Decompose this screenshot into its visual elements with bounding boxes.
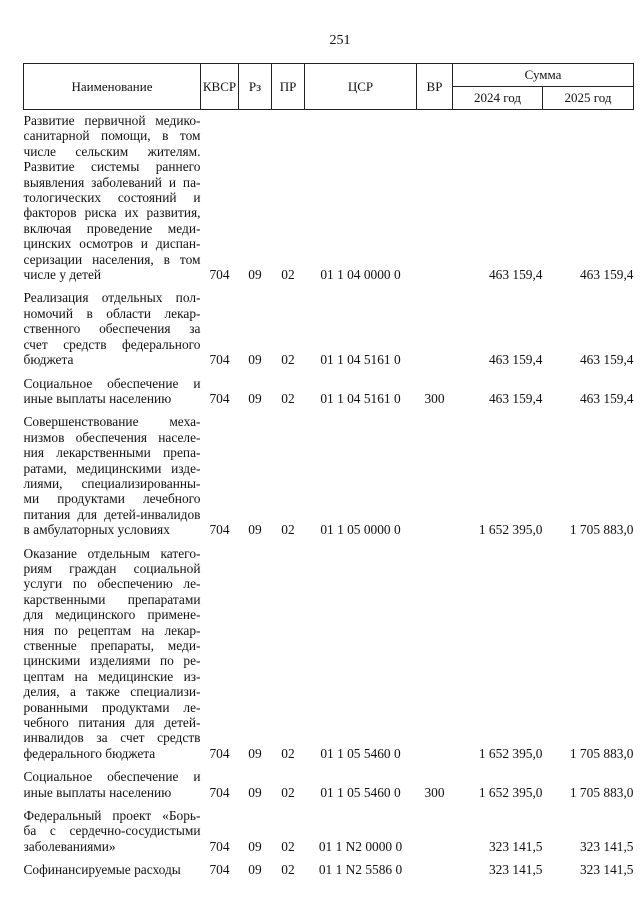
row-name [24, 376, 201, 407]
row-name-line: номочий в области лекар- [23, 305, 201, 321]
row-pr: 02 [281, 838, 295, 854]
table-row [24, 808, 634, 854]
row-csr: 01 1 05 5460 0 [320, 784, 401, 800]
row-rz: 09 [248, 745, 262, 761]
row-csr: 01 1 N2 5586 0 [318, 862, 403, 878]
header-year-2025: 2025 год [543, 87, 634, 110]
header-vr: ВР [417, 64, 453, 110]
row-csr: 01 1 04 5161 0 [320, 390, 401, 406]
row-name-line: ственные препараты, меди- [23, 638, 201, 653]
table-row [24, 862, 634, 877]
row-pr: 02 [281, 784, 295, 800]
row-name-line: включая проведение меди- [23, 220, 201, 236]
row-sum-2024: 1 652 395,0 [478, 784, 543, 800]
row-sum-2025: 323 141,5 [579, 862, 634, 878]
row-sum-2024: 463 159,4 [488, 267, 543, 283]
row-kvsr: 704 [209, 390, 230, 406]
row-rz: 09 [248, 267, 262, 283]
row-name-line: делия, а также специализи- [23, 684, 201, 700]
table-body [24, 110, 634, 878]
row-sum-2025: 1 705 883,0 [569, 784, 634, 800]
row-name [24, 546, 201, 762]
row-name-line: инвалидов за счет средств [23, 730, 201, 746]
row-rz: 09 [248, 862, 262, 878]
row-name-line: числе сельским жителям. [23, 143, 201, 159]
row-name-line: питания для детей-инвалидов [23, 506, 201, 522]
header-year-2024: 2024 год [453, 87, 543, 110]
row-name-line: Совершенствование меха- [23, 414, 201, 430]
row-pr: 02 [281, 390, 295, 406]
row-name-line: для медицинского примене- [23, 607, 201, 623]
row-vr [417, 862, 453, 877]
row-csr: 01 1 05 5460 0 [320, 745, 401, 761]
row-rz: 09 [248, 522, 262, 538]
row-sum-2024: 463 159,4 [488, 390, 543, 406]
row-csr: 01 1 04 5161 0 [320, 352, 401, 368]
row-sum-2025: 463 159,4 [579, 352, 634, 368]
row-name-line: иные выплаты населению [23, 390, 172, 406]
row-csr: 01 1 N2 0000 0 [318, 838, 403, 854]
row-name-line: в амбулаторных условиях [23, 522, 170, 538]
table-header [24, 64, 634, 110]
row-name-line: факторов риска их развития, [23, 205, 201, 221]
row-vr [417, 113, 453, 282]
table-row [24, 376, 634, 407]
row-name-line: Софинансируемые расходы [23, 862, 181, 878]
row-rz: 09 [248, 838, 262, 854]
row-name-line: ба с сердечно-сосудистыми [23, 823, 201, 839]
row-sum-2024: 463 159,4 [488, 352, 543, 368]
row-name-line: выявления заболеваний и па- [23, 174, 201, 190]
row-name-line: Социальное обеспечение и [23, 769, 201, 785]
row-name-line: ния по рецептам на лекар- [23, 622, 201, 638]
row-csr: 01 1 04 0000 0 [320, 267, 401, 283]
row-sum-2024: 323 141,5 [488, 838, 543, 854]
row-name-line: санитарной помощи, в том [23, 128, 201, 144]
row-sum-2024: 1 652 395,0 [478, 745, 543, 761]
row-name-line: Оказание отдельным катего- [23, 545, 201, 561]
row-name [24, 862, 201, 877]
row-name-line: цептам на медицинские из- [23, 668, 201, 684]
row-pr: 02 [281, 522, 295, 538]
row-name-line: цинских осмотров и диспан- [23, 236, 201, 252]
row-kvsr: 704 [209, 267, 230, 283]
row-vr: 300 [424, 784, 445, 800]
row-kvsr: 704 [209, 838, 230, 854]
row-kvsr: 704 [209, 745, 230, 761]
row-sum-2024: 323 141,5 [488, 862, 543, 878]
row-vr [417, 546, 453, 762]
row-name-line: Социальное обеспечение и [23, 375, 201, 391]
row-rz: 09 [248, 352, 262, 368]
row-name-line: ми продуктами лечебного [23, 491, 201, 507]
row-pr: 02 [281, 745, 295, 761]
row-name-line: иные выплаты населению [23, 784, 172, 800]
table-row [24, 113, 634, 282]
budget-table [23, 63, 634, 878]
header-rz: Рз [239, 64, 272, 110]
header-name: Наименование [24, 64, 201, 110]
table-row [24, 769, 634, 800]
row-name-line: ратами, медицинскими изде- [23, 460, 201, 476]
row-name-line: федерального бюджета [23, 745, 156, 761]
row-name-line: лиями, специализированны- [23, 475, 201, 491]
row-name [24, 769, 201, 800]
row-sum-2025: 463 159,4 [579, 390, 634, 406]
row-sum-2025: 323 141,5 [579, 838, 634, 854]
row-name-line: бюджета [23, 352, 74, 368]
row-csr: 01 1 05 0000 0 [320, 522, 401, 538]
row-name-line: счет средств федерального [23, 336, 201, 352]
row-kvsr: 704 [209, 352, 230, 368]
row-sum-2025: 463 159,4 [579, 267, 634, 283]
row-name-line: цинскими изделиями по ре- [23, 653, 201, 669]
row-name-line: Реализация отдельных пол- [23, 290, 201, 306]
header-csr: ЦСР [305, 64, 417, 110]
row-name-line: числе у детей [23, 267, 102, 283]
row-rz: 09 [248, 784, 262, 800]
row-vr [417, 414, 453, 537]
row-name-line: Федеральный проект «Борь- [23, 808, 201, 824]
row-name [24, 113, 201, 282]
row-name-line: тологических состояний и [23, 190, 201, 206]
row-kvsr: 704 [209, 784, 230, 800]
row-vr [417, 290, 453, 367]
row-vr: 300 [424, 390, 445, 406]
row-vr [417, 808, 453, 854]
row-name-line: рованными продуктами ле- [23, 699, 201, 715]
row-name-line: услуги по обеспечению ле- [23, 576, 201, 592]
row-name-line: заболеваниями» [23, 838, 116, 854]
row-name-line: Развитие первичной медико- [23, 113, 201, 128]
row-kvsr: 704 [209, 862, 230, 878]
row-name-line: низмов обеспечения населе- [23, 429, 201, 445]
header-sum: Сумма [453, 64, 634, 87]
row-name-line: карственными препаратами [23, 591, 201, 607]
row-name-line: ственного обеспечения за [23, 321, 201, 337]
row-name-line: риям граждан социальной [23, 560, 201, 576]
row-name-line: ния лекарственными препа- [23, 445, 201, 461]
row-pr: 02 [281, 352, 295, 368]
table-row [24, 414, 634, 537]
row-sum-2025: 1 705 883,0 [569, 745, 634, 761]
row-name [24, 414, 201, 537]
row-pr: 02 [281, 267, 295, 283]
table-row [24, 546, 634, 762]
row-sum-2025: 1 705 883,0 [569, 522, 634, 538]
row-pr: 02 [281, 862, 295, 878]
row-name-line: серизации населения, в том [23, 251, 201, 267]
table-row [24, 290, 634, 367]
row-name-line: Развитие системы раннего [23, 159, 201, 175]
row-name-line: чебного питания для детей- [23, 715, 201, 731]
row-name [24, 290, 201, 367]
row-sum-2024: 1 652 395,0 [478, 522, 543, 538]
header-pr: ПР [272, 64, 305, 110]
row-name [24, 808, 201, 854]
row-rz: 09 [248, 390, 262, 406]
header-kvsr: КВСР [201, 64, 239, 110]
row-kvsr: 704 [209, 522, 230, 538]
page-number: 251 [329, 33, 351, 48]
